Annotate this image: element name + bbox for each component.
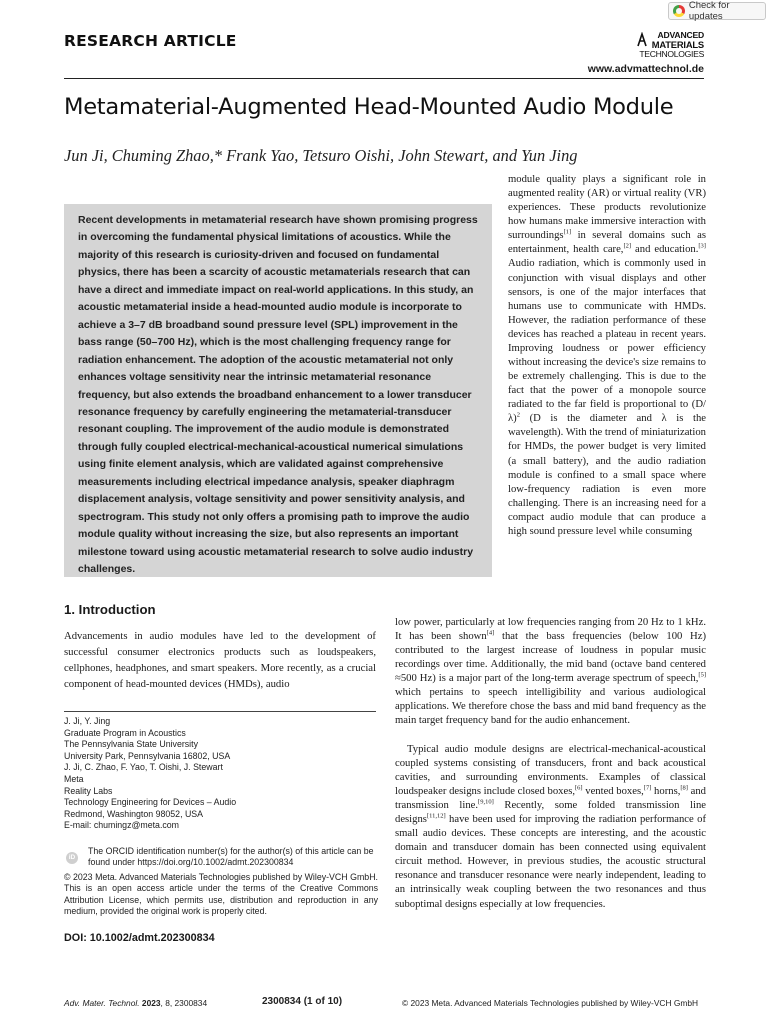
article-type-label: RESEARCH ARTICLE (64, 32, 237, 50)
affiliation-line: The Pennsylvania State University (64, 739, 198, 750)
affiliation-line: J. Ji, Y. Jing (64, 716, 111, 726)
orcid-icon: iD (66, 852, 78, 864)
check-for-updates-label: Check for updates (688, 0, 730, 22)
body-text: horns, (651, 786, 681, 798)
corresponding-email[interactable]: E-mail: chumingz@meta.com (64, 820, 180, 831)
orcid-note (64, 846, 378, 869)
section-heading-introduction: 1. Introduction (64, 602, 156, 617)
reference-citation[interactable]: [8] (680, 784, 688, 792)
affiliation-divider (64, 711, 376, 712)
journal-logo (632, 28, 704, 62)
header-divider (64, 78, 704, 79)
superscript-exponent: 2 (516, 411, 520, 419)
body-text: Typical audio module designs are electrical-mechanical-acoustical coupled systems consisting of transducers, front and back acoustical cavities, and surrounding environments. Examples of classical loudspeaker designs include closed boxes, (395, 744, 706, 798)
journal-url-link[interactable]: www.advmattechnol.de (587, 63, 704, 75)
journal-logo-mark-icon (636, 32, 648, 48)
reference-citation[interactable]: [1] (563, 228, 572, 236)
body-text: low power, particularly at low frequencies ranging from 20 Hz to 1 kHz. It has been shown (395, 617, 706, 643)
check-updates-icon (673, 5, 685, 17)
body-text: which pertains to speech intelligibility and various audiological applications. We therefore chose the bass and mid band frequency as the main target frequency band for the audio enhancement. (395, 687, 706, 727)
intro-paragraph-right-wide (395, 616, 706, 728)
body-text: module quality plays a significant role in augmented reality (AR) or virtual reality (VR) experiences. These products revolutionize how humans make immersive interaction with surroundings (508, 174, 706, 242)
affiliation-line: Graduate Program in Acoustics (64, 727, 186, 738)
affiliations-block (64, 716, 376, 832)
footer-copyright: © 2023 Meta. Advanced Materials Technologies published by Wiley-VCH GmbH (402, 998, 699, 1008)
intro-paragraph-right-bottom (395, 743, 706, 912)
reference-citation[interactable]: [3] (698, 242, 706, 250)
logo-line-materials: MATERIALS (651, 39, 704, 50)
body-text: have been used for improving the radiation performance of small audio devices. These concepts are interesting, and the acoustic domain and transducer domain has been connected using equivalent circuit method. However, in previous studies, the acoustic structural resonance and transducer resonance were nearly independent, leading to an intrinsically weak coupling between the two resonances and thus suboptimal designs especially at low frequencies. (395, 814, 706, 910)
reference-citation[interactable]: [9,10] (478, 798, 494, 806)
body-text: in several domains such as entertainment, health care, (508, 230, 706, 256)
affiliation-line: Meta (64, 773, 84, 784)
reference-citation[interactable]: [6] (575, 784, 583, 792)
license-note: © 2023 Meta. Advanced Materials Technologies published by Wiley-VCH GmbH. This is an open access article under the terms of the Creative Commons Attribution License, which permits use, distribution and reproduction in any medium, provided the original work is properly cited. (64, 872, 378, 917)
affiliation-line: Technology Engineering for Devices – Audio (64, 797, 237, 808)
author-list: Jun Ji, Chuming Zhao,* Frank Yao, Tetsuro Oishi, John Stewart, and Yun Jing (64, 146, 578, 165)
abstract-box (64, 204, 492, 577)
intro-paragraph-left: Advancements in audio modules have led to the development of successful consumer electronics products such as loudspeakers, cellphones, headphones, and smart speakers. More recently, as a crucial component of head-mounted devices (HMDs), audio (64, 630, 376, 691)
footer-journal-citation (64, 998, 207, 1008)
logo-line-technologies: TECHNOLOGIES (639, 49, 704, 59)
body-text: (D is the diameter and λ is the wavelength). With the trend of miniaturization for HMDs, the power budget is very limited (a small battery), and the audio radiation module is confined to a small space where low-frequency radiation is even more challenging. There is an increasing need for a compact audio module that can produce a high sound pressure level while consuming (508, 413, 706, 537)
footer-page-number: 2300834 (1 of 10) (262, 996, 343, 1007)
affiliation-line: University Park, Pennsylvania 16802, USA (64, 750, 231, 761)
body-text: and transmission line. (395, 786, 707, 812)
orcid-note-text[interactable]: The ORCID identification number(s) for the author(s) of this article can be found under https://doi.org/10.1002/admt.202300834 (88, 846, 374, 868)
body-text: that the bass frequencies (below 100 Hz) contributed to the largest increase of loudness in popular music recordings over time. Additionally, the mid band (octave band centered ≈500 Hz) is a major part of the long-term average spectrum of speech, (395, 631, 706, 685)
reference-citation[interactable]: [4] (486, 629, 495, 637)
article-title: Metamaterial-Augmented Head-Mounted Audio Module (64, 94, 674, 120)
reference-citation[interactable]: [5] (698, 671, 706, 679)
footer-journal-volume: , 8, 2300834 (160, 998, 208, 1008)
body-text: vented boxes, (582, 786, 644, 798)
doi-link[interactable]: DOI: 10.1002/admt.202300834 (64, 932, 215, 944)
reference-citation[interactable]: [7] (643, 784, 652, 792)
body-text: Audio radiation, which is commonly used in conjunction with visual displays and other sensors, is one of the major interfaces that humans use to communicate with HMDs. However, the radiation performance of these devices has reached a plateau in recent years. Improving loudness or power efficiency without increasing the device's size remains to be extremely challenging. This is due to the fact that the power of a monopole source radiated to the far field is proportional to (D/λ) (508, 258, 706, 425)
body-text: Recently, some folded transmission line designs (395, 800, 706, 826)
abstract-text: Recent developments in metamaterial research have shown promising progress in overcoming the fundamental physical limitations of acoustics. While the majority of this research is curiosity-driven and focused on fundamental physics, there has been a scarcity of acoustic metamaterials research that can have a direct and immediate impact on real-world applications. In this study, an acoustic metamaterial inside a head-mounted audio module is incorporate to achieve a 3–7 dB broadband sound pressure level (SPL) improvement in the bass range (50–700 Hz), which is the most challenging frequency range for radiation enhancement. The adoption of the acoustic metamaterial not only enhances voltage sensitivity near the intrinsic metamaterial resonance frequency, but also extends the broadband enhancement to a lower transducer resonance frequency by carefully engineering the metamaterial-transducer resonant coupling. The improvement of the audio module is demonstrated through fully coupled electrical-mechanical-acoustical numerical simulations using finite element analysis, which are validated against comprehensive measurements including electrical impedance analysis, speaker diaphragm displacement analysis, voltage sensitivity and power sensitivity analysis, and spectrogram. This study not only offers a promising path to improve the audio module quality without increasing the size, but also represents an important milestone toward using acoustic metamaterial research to solve audio industry challenges. (78, 214, 478, 576)
body-text: and education. (631, 244, 699, 256)
reference-citation[interactable]: [11,12] (426, 812, 446, 820)
affiliation-line: Redmond, Washington 98052, USA (64, 808, 204, 819)
check-for-updates-button[interactable] (668, 2, 766, 20)
logo-line-advanced: ADVANCED (657, 30, 704, 40)
intro-paragraph-right-top (508, 173, 706, 539)
affiliation-line: Reality Labs (64, 785, 113, 796)
affiliation-line: J. Ji, C. Zhao, F. Yao, T. Oishi, J. Stewart (64, 762, 223, 773)
reference-citation[interactable]: [2] (623, 242, 632, 250)
footer-journal-year: 2023 (141, 998, 161, 1008)
footer-journal-name: Adv. Mater. Technol. (64, 998, 140, 1008)
